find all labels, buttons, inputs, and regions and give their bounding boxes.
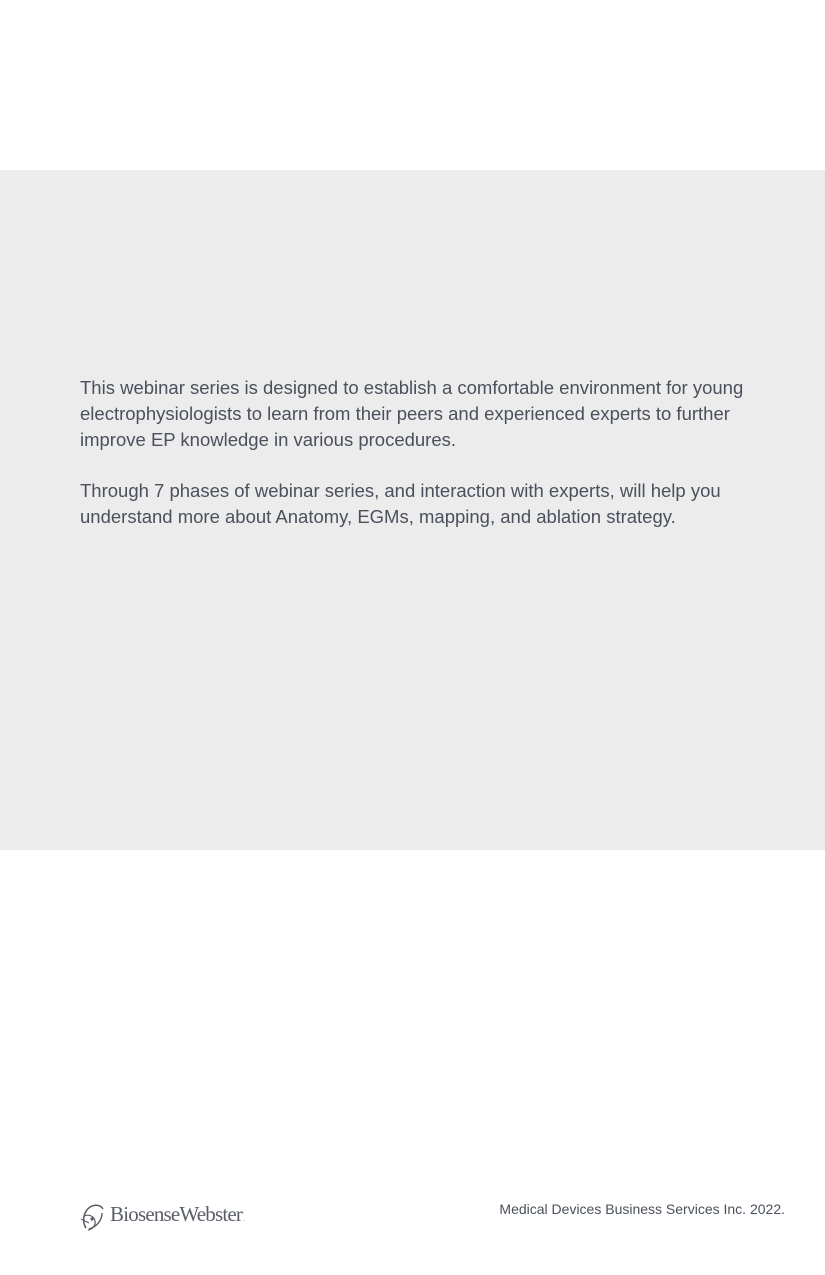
- biosense-webster-logo-icon: [80, 1202, 106, 1232]
- biosense-webster-logo: [80, 1202, 244, 1232]
- copyright-text: Medical Devices Business Services Inc. 2022.: [499, 1201, 785, 1217]
- intro-text: [80, 375, 750, 555]
- intro-paragraph-1: This webinar series is designed to establish a comfortable environment for young electrophysiologists to learn from their peers and experienced experts to further improve EP knowledge in various procedures.: [80, 377, 744, 450]
- intro-paragraph-2: Through 7 phases of webinar series, and interaction with experts, will help you understand more about Anatomy, EGMs, mapping, and ablation strategy.: [80, 480, 721, 527]
- logo-wordmark: BiosenseWebster.: [110, 1202, 245, 1226]
